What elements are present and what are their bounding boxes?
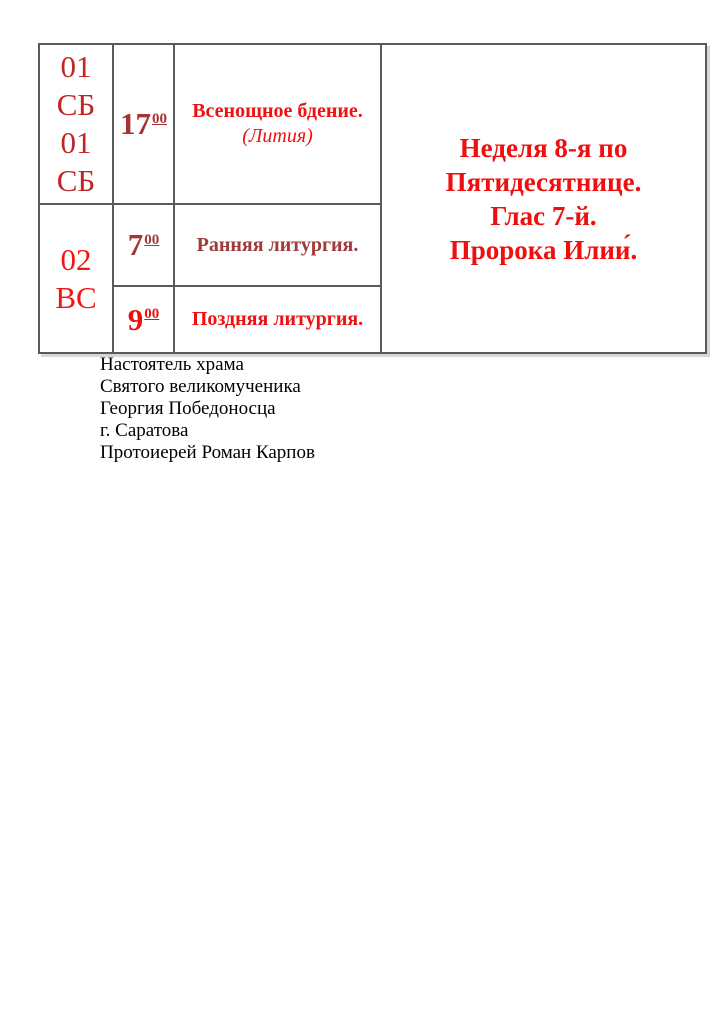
week-info-cell (381, 44, 706, 353)
date-cell-sunday (39, 204, 113, 353)
week-info-line: Пророка Илии́. (449, 234, 638, 265)
week-info-line: Неделя 8-я по (459, 132, 628, 163)
service-name: Поздняя литургия. (191, 308, 364, 330)
time-hour: 17 (120, 106, 151, 141)
rector-info-line: г. Саратова (100, 420, 189, 441)
time-hour: 7 (127, 227, 144, 262)
date-line: СБ (56, 163, 96, 198)
time-cell-vigil (113, 44, 174, 204)
time-hour: 9 (127, 301, 144, 337)
date-line: ВС (55, 279, 97, 315)
service-cell-vigil (174, 44, 381, 204)
date-line: СБ (56, 87, 96, 122)
rector-info (100, 354, 315, 464)
date-line: 01 (60, 125, 92, 160)
rector-info-line: Святого великомученика (100, 376, 301, 397)
rector-info-line: Протоиерей Роман Карпов (100, 442, 315, 463)
service-name: Ранняя литургия. (196, 233, 359, 256)
time-cell-late-liturgy (113, 286, 174, 353)
rector-info-line: Георгия Победоносца (100, 398, 276, 419)
service-name: Всенощное бдение. (192, 100, 363, 122)
service-cell-early-liturgy (174, 204, 381, 286)
date-cell-saturday (39, 44, 113, 204)
time-minutes: 00 (152, 110, 167, 127)
time-minutes: 00 (144, 306, 160, 323)
service-note: (Лития) (242, 125, 313, 147)
date-line: 02 (60, 241, 92, 277)
week-info-line: Глас 7-й. (490, 200, 597, 231)
service-cell-late-liturgy (174, 286, 381, 353)
rector-info-line: Настоятель храма (100, 354, 244, 375)
week-info-line: Пятидесятнице. (445, 166, 642, 197)
time-cell-early-liturgy (113, 204, 174, 286)
date-line: 01 (60, 49, 92, 84)
service-schedule-table (38, 43, 707, 354)
time-minutes: 00 (144, 231, 160, 248)
